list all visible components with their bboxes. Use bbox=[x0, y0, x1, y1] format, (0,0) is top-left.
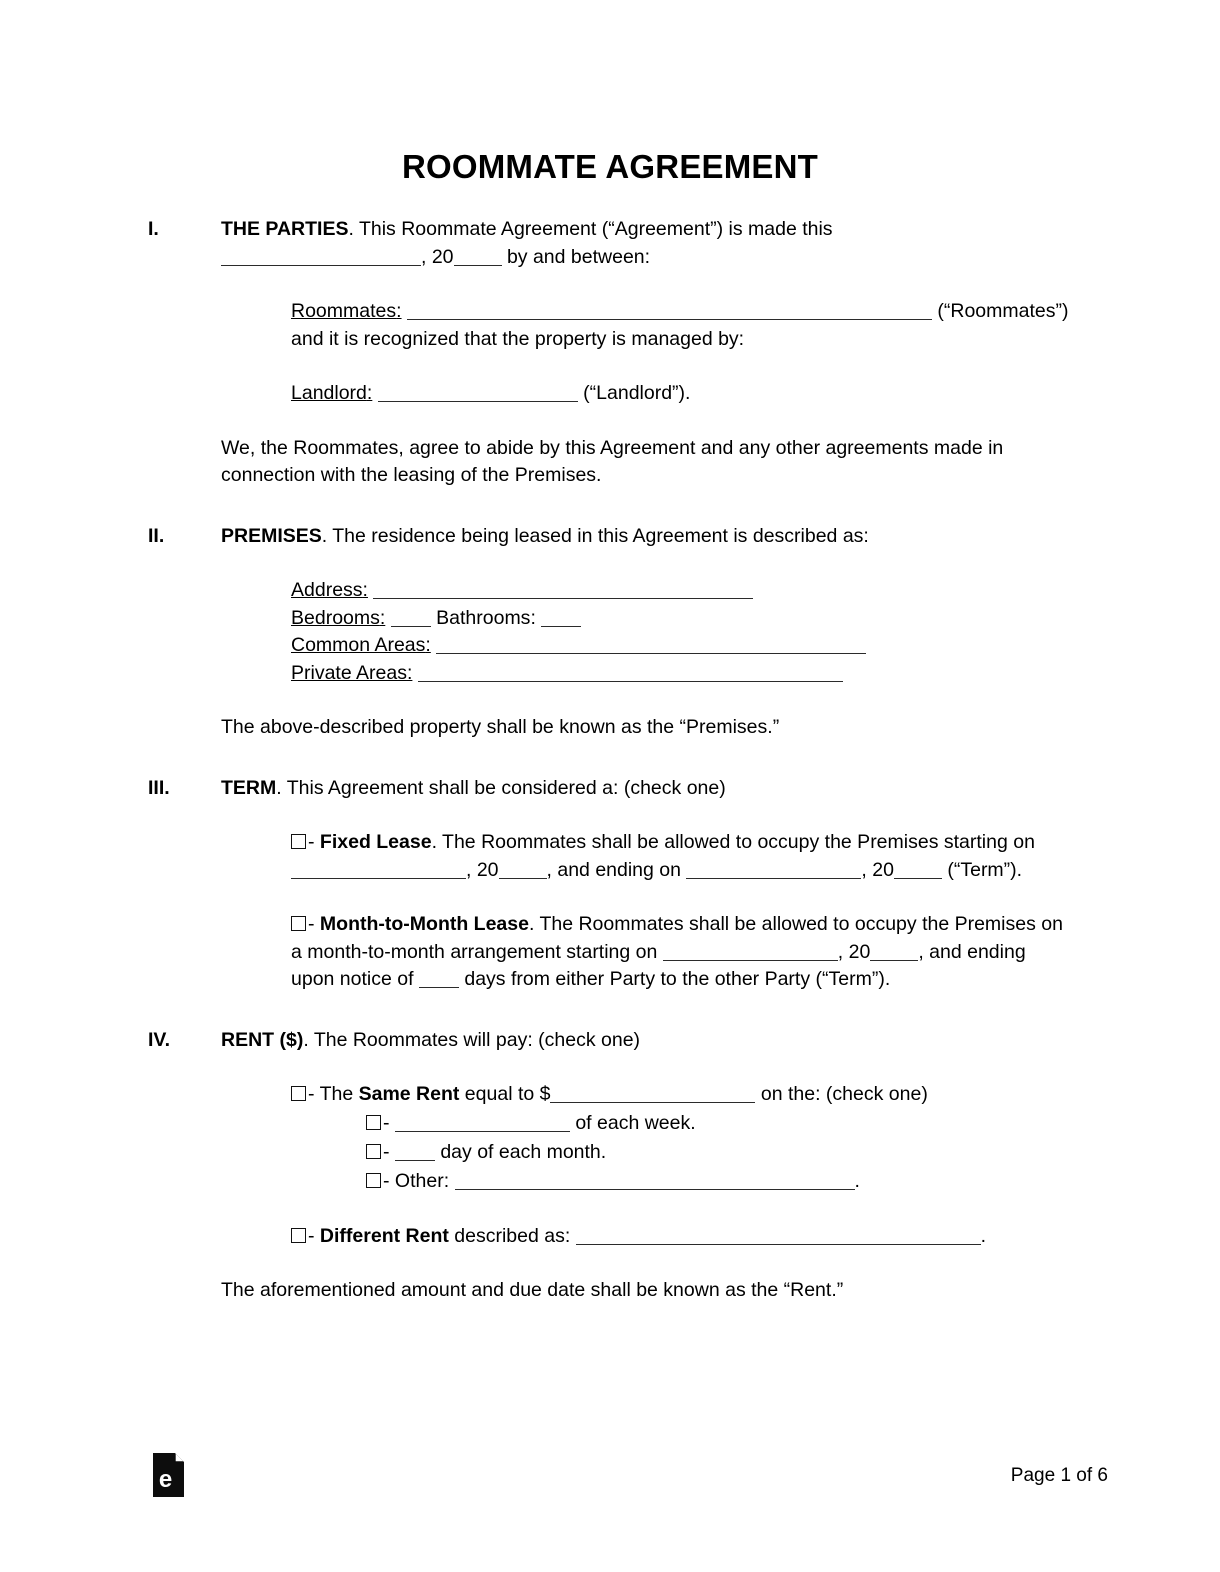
mtm-text-a: . The Roommates shall be allowed to occupy the Premises on a month-to-month arrangement starting on bbox=[291, 913, 1063, 963]
other-label: Other: bbox=[394, 1169, 455, 1192]
section-numeral: II. bbox=[148, 524, 165, 547]
mtm-text-c: , and ending upon notice of bbox=[291, 940, 1026, 990]
checkbox-same-rent[interactable] bbox=[291, 1086, 306, 1101]
common-areas-label: Common Areas bbox=[291, 634, 426, 656]
bedrooms-colon: : bbox=[379, 606, 386, 629]
landlord-label: Landlord bbox=[291, 382, 367, 404]
parties-closing-paragraph: We, the Roommates, agree to abide by this Agreement and any other agreements made in connection with the leasing of the Premises. bbox=[221, 436, 1004, 486]
mtm-text-b: , 20 bbox=[837, 940, 871, 963]
checkbox-different-rent[interactable] bbox=[291, 1228, 306, 1243]
section-numeral: IV. bbox=[148, 1028, 171, 1051]
year-prefix: , 20 bbox=[421, 245, 454, 268]
monthly-text: day of each month. bbox=[434, 1140, 607, 1163]
different-rent-blank[interactable] bbox=[576, 1227, 981, 1245]
weekly-day-blank[interactable] bbox=[395, 1114, 570, 1132]
eforms-logo-letter: e bbox=[158, 1466, 173, 1493]
same-rent-text-c: on the: (check one) bbox=[755, 1083, 928, 1105]
fixed-lease-label: Fixed Lease bbox=[319, 831, 432, 853]
private-areas-blank[interactable] bbox=[418, 664, 843, 682]
term-option-fixed-lease[interactable] bbox=[291, 829, 1070, 884]
fixed-lease-text-b: , 20 bbox=[466, 858, 499, 881]
private-areas-label: Private Areas bbox=[291, 661, 407, 684]
bathrooms-label: Bathrooms bbox=[436, 606, 531, 629]
roommates-colon: : bbox=[396, 300, 402, 322]
field-bedrooms-row bbox=[291, 605, 1070, 633]
bathrooms-colon: : bbox=[530, 606, 536, 629]
weekly-text: of each week. bbox=[569, 1111, 696, 1134]
page-footer bbox=[0, 1452, 1220, 1522]
section-heading: RENT ($) bbox=[221, 1028, 304, 1051]
rent-suboption-monthly[interactable] bbox=[366, 1138, 1070, 1167]
section-intro: . The Roommates will pay: (check one) bbox=[303, 1028, 641, 1051]
landlord-block bbox=[291, 380, 1070, 408]
mtm-start-year-blank[interactable] bbox=[870, 943, 918, 961]
mtm-start-date-blank[interactable] bbox=[663, 943, 838, 961]
same-rent-text-a: The bbox=[319, 1083, 359, 1105]
section-term bbox=[0, 775, 1220, 994]
section-heading: TERM bbox=[221, 776, 277, 799]
weekly-dash: - bbox=[383, 1111, 395, 1134]
fixed-lease-text-c: , and ending on bbox=[546, 858, 687, 881]
roommates-names-blank[interactable] bbox=[407, 302, 932, 320]
bedrooms-label: Bedrooms bbox=[291, 606, 380, 629]
private-areas-colon: : bbox=[406, 661, 413, 684]
same-rent-label: Same Rent bbox=[358, 1083, 460, 1105]
different-rent-text: described as: bbox=[448, 1224, 576, 1247]
other-period: . bbox=[854, 1169, 860, 1192]
different-rent-dash: - bbox=[308, 1224, 320, 1247]
checkbox-fixed-lease[interactable] bbox=[291, 834, 306, 849]
same-rent-amount-blank[interactable] bbox=[550, 1085, 755, 1103]
section-text bbox=[221, 1027, 1067, 1055]
same-rent-dash: - bbox=[308, 1083, 320, 1105]
checkbox-month-to-month-lease[interactable] bbox=[291, 916, 306, 931]
different-rent-label: Different Rent bbox=[319, 1224, 449, 1247]
checkbox-weekly-rent[interactable] bbox=[366, 1115, 381, 1130]
section-text bbox=[221, 775, 1067, 803]
rent-suboption-other[interactable] bbox=[366, 1167, 1070, 1196]
monthly-day-blank[interactable] bbox=[395, 1143, 435, 1161]
page-number: Page 1 of 6 bbox=[1010, 1465, 1108, 1486]
field-common-areas-row bbox=[291, 632, 1070, 660]
mtm-text-d: days from either Party to the other Party (“Term”). bbox=[458, 968, 891, 990]
different-rent-period: . bbox=[980, 1224, 987, 1247]
between-text: by and between: bbox=[501, 245, 651, 268]
section-heading: THE PARTIES bbox=[221, 218, 349, 240]
term-option-month-to-month[interactable] bbox=[291, 911, 1070, 994]
rent-option-same-rent[interactable] bbox=[291, 1081, 1070, 1109]
other-dash: - bbox=[383, 1169, 395, 1192]
rent-closing-paragraph: The aforementioned amount and due date shall be known as the “Rent.” bbox=[221, 1279, 844, 1301]
address-label: Address bbox=[291, 579, 363, 601]
section-the-parties bbox=[0, 216, 1220, 490]
section-text bbox=[221, 216, 1067, 271]
month-to-month-label: Month-to-Month Lease bbox=[319, 913, 529, 935]
section-rent bbox=[0, 1027, 1220, 1305]
landlord-name-blank[interactable] bbox=[378, 384, 578, 402]
monthly-dash: - bbox=[383, 1140, 395, 1163]
bathrooms-blank[interactable] bbox=[541, 609, 581, 627]
eforms-logo-icon bbox=[152, 1452, 188, 1498]
year-blank[interactable] bbox=[454, 248, 502, 266]
managed-by-text: and it is recognized that the property is managed by: bbox=[291, 327, 745, 350]
same-rent-text-b: equal to $ bbox=[459, 1083, 551, 1105]
other-rent-blank[interactable] bbox=[455, 1172, 855, 1190]
landlord-suffix: (“Landlord”). bbox=[583, 382, 691, 404]
fixed-lease-text-e: (“Term”). bbox=[941, 858, 1023, 881]
roommates-label: Roommates bbox=[291, 300, 397, 322]
address-blank[interactable] bbox=[373, 581, 753, 599]
fixed-lease-dash: - bbox=[308, 831, 320, 853]
fixed-end-date-blank[interactable] bbox=[686, 861, 861, 879]
document-body bbox=[0, 216, 1220, 1305]
fixed-end-year-blank[interactable] bbox=[894, 861, 942, 879]
date-blank[interactable] bbox=[221, 248, 421, 266]
mtm-notice-days-blank[interactable] bbox=[419, 970, 459, 988]
section-intro: . This Agreement shall be considered a: (check one) bbox=[276, 776, 726, 799]
fixed-lease-text-d: , 20 bbox=[861, 858, 894, 881]
section-numeral: I. bbox=[148, 218, 159, 240]
field-private-areas-row bbox=[291, 660, 1070, 688]
page-title: ROOMMATE AGREEMENT bbox=[401, 148, 819, 185]
rent-suboption-weekly[interactable] bbox=[366, 1109, 1070, 1138]
address-colon: : bbox=[362, 579, 368, 601]
fixed-start-date-blank[interactable] bbox=[291, 861, 466, 879]
section-text bbox=[221, 523, 1067, 551]
section-premises bbox=[0, 523, 1220, 742]
section-intro: . This Roommate Agreement (“Agreement”) is made this bbox=[348, 218, 833, 240]
rent-option-different-rent[interactable] bbox=[291, 1223, 1070, 1251]
roommates-suffix: (“Roommates”) bbox=[937, 300, 1069, 322]
checkbox-monthly-rent[interactable] bbox=[366, 1144, 381, 1159]
bedrooms-blank[interactable] bbox=[391, 609, 431, 627]
premises-fields bbox=[291, 577, 1070, 687]
roommates-block bbox=[291, 298, 1070, 353]
premises-closing-paragraph: The above-described property shall be known as the “Premises.” bbox=[221, 716, 780, 738]
section-intro: . The residence being leased in this Agreement is described as: bbox=[321, 524, 869, 547]
fixed-start-year-blank[interactable] bbox=[499, 861, 547, 879]
checkbox-other-rent[interactable] bbox=[366, 1173, 381, 1188]
mtm-dash: - bbox=[308, 913, 320, 935]
common-areas-colon: : bbox=[425, 634, 431, 656]
landlord-colon: : bbox=[366, 382, 373, 404]
common-areas-blank[interactable] bbox=[436, 636, 866, 654]
section-heading: PREMISES bbox=[221, 524, 322, 547]
fixed-lease-text-a: . The Roommates shall be allowed to occupy the Premises starting on bbox=[431, 831, 1035, 853]
field-address-row bbox=[291, 577, 1070, 605]
section-numeral: III. bbox=[148, 776, 170, 799]
